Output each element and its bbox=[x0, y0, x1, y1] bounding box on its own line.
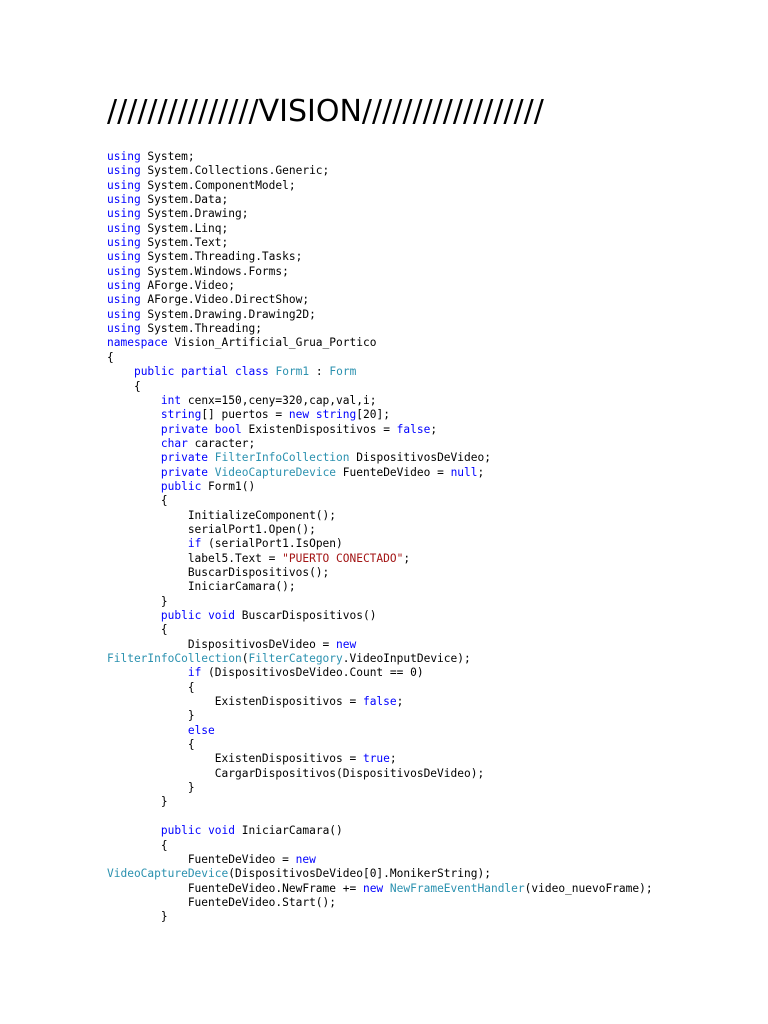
code-text: (DispositivosDeVideo[0].MonikerString); bbox=[228, 867, 491, 881]
code-text: { bbox=[107, 738, 195, 752]
code-keyword: public bbox=[160, 824, 202, 838]
code-text: } bbox=[107, 781, 195, 795]
code-keyword: private bbox=[160, 422, 209, 436]
code-line bbox=[107, 193, 653, 207]
code-line bbox=[107, 566, 653, 580]
code-text: (serialPort1.IsOpen) bbox=[201, 537, 343, 551]
code-keyword: using bbox=[107, 322, 141, 336]
code-string: "PUERTO CONECTADO" bbox=[282, 551, 404, 565]
code-text: System.ComponentModel; bbox=[140, 178, 296, 192]
code-text: ExistenDispositivos = bbox=[241, 422, 397, 436]
code-line bbox=[107, 336, 653, 350]
code-line bbox=[107, 222, 653, 236]
code-line bbox=[107, 580, 653, 594]
code-text: System.Drawing; bbox=[140, 207, 249, 221]
code-line bbox=[107, 523, 653, 537]
code-line bbox=[107, 207, 653, 221]
code-line bbox=[107, 466, 653, 480]
code-line bbox=[107, 623, 653, 637]
code-line bbox=[107, 451, 653, 465]
code-text: { bbox=[107, 494, 168, 508]
code-text: BuscarDispositivos() bbox=[235, 609, 377, 622]
code-text: Form1() bbox=[201, 479, 256, 493]
code-text bbox=[107, 451, 161, 464]
code-text: System.Collections.Generic; bbox=[140, 164, 330, 178]
code-text: FuenteDeVideo.NewFrame += bbox=[107, 881, 363, 895]
code-keyword: using bbox=[107, 250, 141, 264]
code-line bbox=[107, 164, 653, 178]
code-type-name: VideoCaptureDevice bbox=[214, 465, 337, 479]
code-line bbox=[107, 437, 653, 451]
code-text bbox=[107, 466, 161, 479]
code-line bbox=[107, 509, 653, 523]
code-text: ; bbox=[430, 422, 438, 436]
code-text: (video_nuevoFrame); bbox=[524, 881, 653, 895]
code-keyword: void bbox=[208, 609, 236, 622]
code-keyword: using bbox=[107, 307, 141, 321]
code-text bbox=[107, 408, 161, 421]
code-text: ExistenDispositivos = bbox=[107, 695, 363, 709]
code-text: System.Threading.Tasks; bbox=[140, 250, 303, 264]
code-text: System; bbox=[140, 150, 195, 163]
code-keyword: if bbox=[187, 537, 202, 551]
code-line bbox=[107, 394, 653, 408]
code-text: { bbox=[107, 350, 114, 364]
code-keyword: private bbox=[160, 451, 209, 465]
code-text bbox=[309, 408, 316, 421]
code-line bbox=[107, 265, 653, 279]
code-type-name: NewFrameEventHandler bbox=[389, 881, 525, 895]
code-text bbox=[107, 666, 188, 679]
code-line bbox=[107, 882, 653, 896]
code-line bbox=[107, 236, 653, 250]
code-text: [20]; bbox=[356, 408, 390, 422]
code-keyword: using bbox=[107, 236, 141, 250]
code-text: cenx=150,ceny=320,cap,val,i; bbox=[181, 393, 377, 407]
code-line bbox=[107, 666, 653, 680]
code-keyword: string bbox=[160, 408, 202, 422]
code-line bbox=[107, 537, 653, 551]
code-text: InitializeComponent(); bbox=[107, 508, 337, 522]
code-text: serialPort1.Open(); bbox=[107, 522, 316, 536]
code-line bbox=[107, 910, 653, 924]
code-keyword: private bbox=[160, 465, 209, 479]
code-text: } bbox=[107, 910, 168, 924]
code-text: IniciarCamara(); bbox=[107, 580, 296, 594]
code-text: ; bbox=[403, 551, 411, 565]
code-line bbox=[107, 480, 653, 494]
code-text: FuenteDeVideo = bbox=[336, 465, 451, 479]
code-text: : bbox=[309, 365, 330, 379]
code-line bbox=[107, 795, 653, 809]
code-line bbox=[107, 494, 653, 508]
code-text: ; bbox=[389, 752, 397, 766]
code-keyword: namespace bbox=[107, 336, 168, 350]
code-text: (DispositivosDeVideo.Count == 0) bbox=[201, 666, 424, 680]
code-keyword: using bbox=[107, 164, 141, 178]
code-text: IniciarCamara() bbox=[235, 824, 343, 838]
code-keyword: using bbox=[107, 150, 141, 163]
code-line bbox=[107, 365, 653, 379]
code-line bbox=[107, 150, 653, 164]
code-keyword: else bbox=[187, 723, 215, 737]
code-keyword: using bbox=[107, 221, 141, 235]
code-line bbox=[107, 652, 653, 666]
code-line bbox=[107, 250, 653, 264]
code-line bbox=[107, 752, 653, 766]
code-keyword: new bbox=[295, 852, 316, 866]
code-keyword: public bbox=[160, 479, 202, 493]
code-keyword: null bbox=[450, 465, 478, 479]
code-text bbox=[107, 724, 188, 737]
code-text bbox=[107, 480, 161, 493]
code-keyword: bool bbox=[214, 422, 242, 436]
code-line bbox=[107, 681, 653, 695]
code-line bbox=[107, 609, 653, 623]
code-keyword: using bbox=[107, 264, 141, 278]
code-type-name: FilterCategory bbox=[248, 652, 343, 666]
code-line bbox=[107, 638, 653, 652]
code-line bbox=[107, 781, 653, 795]
code-line bbox=[107, 423, 653, 437]
code-text bbox=[383, 882, 390, 895]
code-text: ; bbox=[396, 695, 404, 709]
code-text: ; bbox=[477, 465, 485, 479]
code-keyword: char bbox=[160, 436, 188, 450]
code-text: DispositivosDeVideo = bbox=[107, 637, 337, 651]
code-line bbox=[107, 767, 653, 781]
code-line bbox=[107, 810, 653, 824]
code-text: { bbox=[107, 623, 168, 637]
code-line bbox=[107, 552, 653, 566]
code-line bbox=[107, 853, 653, 867]
code-line bbox=[107, 896, 653, 910]
code-text: System.Data; bbox=[140, 193, 229, 207]
code-line bbox=[107, 724, 653, 738]
code-text: { bbox=[107, 680, 195, 694]
code-text: } bbox=[107, 709, 195, 723]
code-text: [] puertos = bbox=[201, 408, 289, 422]
code-text bbox=[208, 451, 215, 464]
code-keyword: using bbox=[107, 293, 141, 307]
code-text: label5.Text = bbox=[107, 551, 283, 565]
code-text: System.Drawing.Drawing2D; bbox=[140, 307, 316, 321]
code-keyword: using bbox=[107, 207, 141, 221]
code-text bbox=[107, 437, 161, 450]
code-text: ExistenDispositivos = bbox=[107, 752, 363, 766]
code-line bbox=[107, 839, 653, 853]
code-line bbox=[107, 595, 653, 609]
code-text bbox=[107, 365, 134, 378]
code-line bbox=[107, 824, 653, 838]
code-text: caracter; bbox=[187, 436, 256, 450]
code-text: AForge.Video; bbox=[140, 279, 235, 293]
code-line bbox=[107, 380, 653, 394]
code-text: System.Windows.Forms; bbox=[140, 264, 289, 278]
code-line bbox=[107, 322, 653, 336]
code-keyword: using bbox=[107, 193, 141, 207]
code-keyword: new bbox=[336, 637, 357, 651]
code-text bbox=[107, 609, 161, 622]
code-text: CargarDispositivos(DispositivosDeVideo); bbox=[107, 766, 485, 780]
code-line bbox=[107, 709, 653, 723]
code-keyword: true bbox=[362, 752, 390, 766]
code-type-name: FilterInfoCollection bbox=[107, 652, 242, 666]
code-line bbox=[107, 179, 653, 193]
code-line bbox=[107, 408, 653, 422]
code-keyword: partial bbox=[181, 365, 229, 379]
code-keyword: using bbox=[107, 279, 141, 293]
code-text: } bbox=[107, 795, 168, 809]
code-type-name: Form1 bbox=[275, 365, 310, 379]
code-line bbox=[107, 293, 653, 307]
code-text: FuenteDeVideo = bbox=[107, 852, 296, 866]
code-keyword: new bbox=[288, 408, 310, 422]
code-text: System.Linq; bbox=[140, 221, 229, 235]
code-keyword: new bbox=[362, 881, 384, 895]
code-text: Vision_Artificial_Grua_Portico bbox=[167, 336, 377, 350]
code-keyword: public bbox=[133, 365, 175, 379]
code-text bbox=[107, 394, 161, 407]
code-text: } bbox=[107, 594, 168, 608]
code-text bbox=[107, 423, 161, 436]
code-keyword: public bbox=[160, 609, 202, 622]
code-keyword: false bbox=[362, 695, 397, 709]
code-text: ( bbox=[241, 652, 249, 666]
code-line bbox=[107, 351, 653, 365]
code-line bbox=[107, 279, 653, 293]
code-line bbox=[107, 738, 653, 752]
code-text: BuscarDispositivos(); bbox=[107, 565, 330, 579]
code-text: DispositivosDeVideo; bbox=[349, 451, 491, 465]
code-text bbox=[208, 423, 215, 436]
code-line bbox=[107, 308, 653, 322]
code-keyword: void bbox=[208, 824, 236, 838]
code-text: .VideoInputDevice); bbox=[342, 652, 471, 666]
code-type-name: VideoCaptureDevice bbox=[107, 867, 229, 881]
code-text: AForge.Video.DirectShow; bbox=[140, 293, 310, 307]
code-type-name: FilterInfoCollection bbox=[214, 451, 350, 465]
code-text: System.Threading; bbox=[140, 322, 262, 336]
code-type-name: Form bbox=[329, 365, 357, 379]
code-text: FuenteDeVideo.Start(); bbox=[107, 895, 337, 909]
code-text bbox=[208, 466, 215, 479]
code-text: System.Text; bbox=[140, 236, 229, 250]
code-keyword: class bbox=[235, 365, 269, 379]
code-keyword: using bbox=[107, 178, 141, 192]
code-text: { bbox=[107, 838, 168, 852]
code-keyword: string bbox=[315, 408, 357, 422]
code-text bbox=[107, 537, 188, 550]
code-keyword: int bbox=[160, 393, 182, 407]
code-line bbox=[107, 867, 653, 881]
page-title: ///////////////VISION////////////////// bbox=[107, 94, 544, 129]
code-line bbox=[107, 695, 653, 709]
code-keyword: if bbox=[187, 666, 202, 680]
code-block bbox=[107, 150, 653, 925]
code-text: { bbox=[107, 379, 141, 393]
code-text bbox=[107, 824, 161, 837]
code-keyword: false bbox=[396, 422, 431, 436]
